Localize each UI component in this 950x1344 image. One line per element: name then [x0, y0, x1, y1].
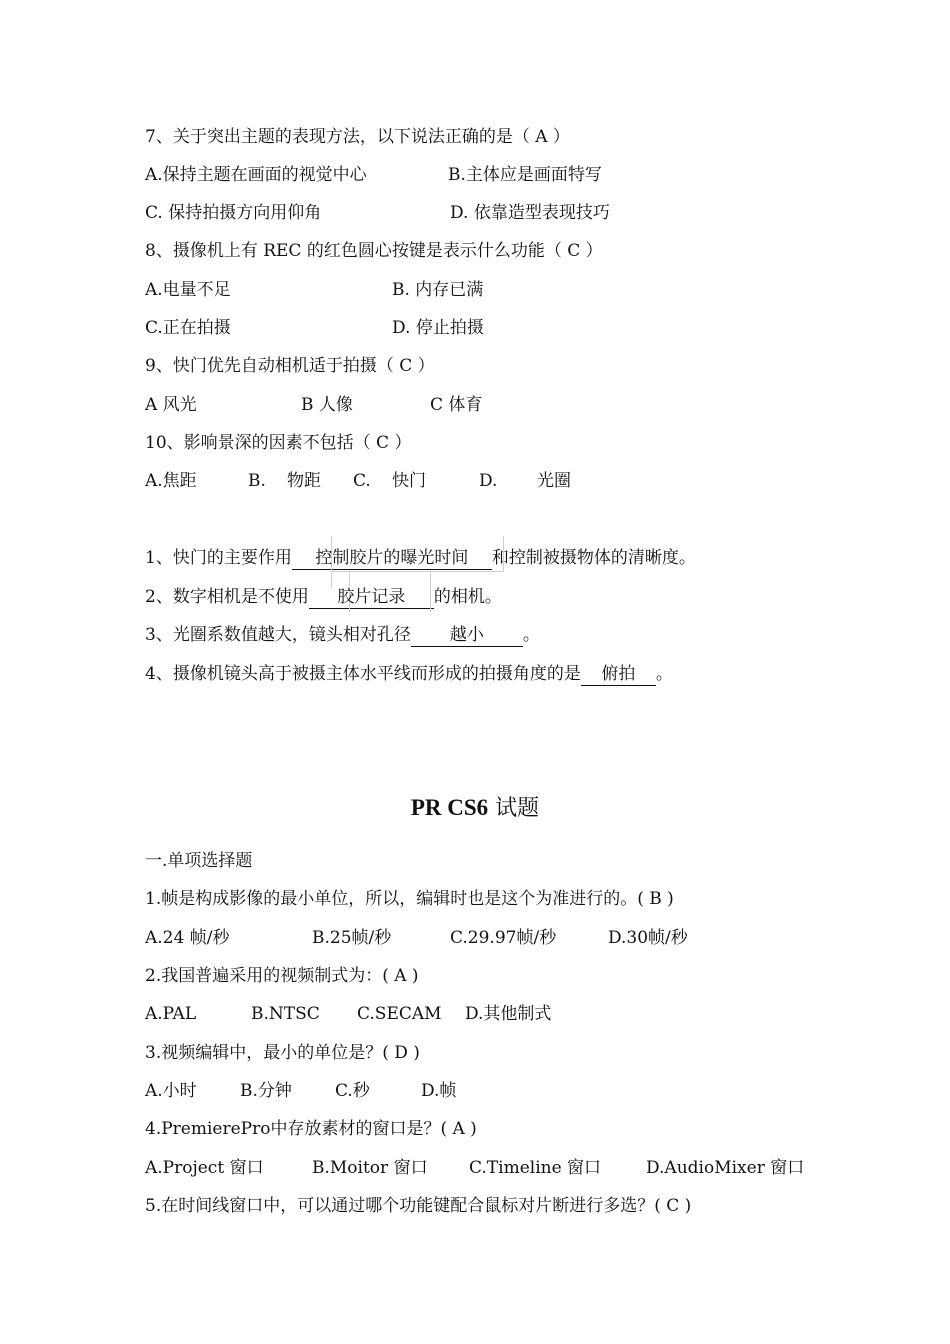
- page-title: [0, 792, 950, 825]
- option-d: D.AudioMixer 窗口: [646, 1158, 805, 1178]
- fill-1: [145, 545, 696, 571]
- option-d: D. 依靠造型表现技巧: [450, 203, 610, 223]
- fill-2-suffix: 的相机。: [433, 587, 502, 607]
- pr-question-3-stem: 3.视频编辑中，最小的单位是？( D ): [145, 1043, 420, 1063]
- question-10-stem: 10、影响景深的因素不包括（ C ）: [145, 433, 412, 453]
- option-d-label: D.: [479, 471, 498, 491]
- option-a: A.保持主题在画面的视觉中心: [145, 165, 367, 185]
- option-d: D.30帧/秒: [608, 928, 688, 948]
- option-c: C.29.97帧/秒: [450, 928, 557, 948]
- fill-1-answer: 控制胶片的曝光时间: [315, 548, 469, 568]
- option-c-text: 快门: [392, 471, 426, 491]
- question-8-stem: 8、摄像机上有 REC 的红色圆心按键是表示什么功能（ C ）: [145, 241, 603, 261]
- answer-frame-line: [430, 572, 431, 612]
- fill-1-prefix: 1、快门的主要作用: [145, 548, 292, 568]
- option-a: A.Project 窗口: [145, 1158, 264, 1178]
- option-c: C. 保持拍摄方向用仰角: [145, 203, 322, 223]
- option-b: B. 内存已满: [392, 280, 484, 300]
- fill-1-suffix: 和控制被摄物体的清晰度。: [491, 548, 696, 568]
- option-c: C.Timeline 窗口: [469, 1158, 602, 1178]
- fill-4-answer: 俯拍: [601, 664, 636, 684]
- option-b: B.Moitor 窗口: [312, 1158, 428, 1178]
- pr-question-1-stem: 1.帧是构成影像的最小单位，所以，编辑时也是这个为准进行的。( B ): [145, 889, 674, 909]
- fill-1-answer-blank: [292, 545, 492, 570]
- fill-2-prefix: 2、数字相机是不使用: [145, 587, 309, 607]
- fill-4: [145, 661, 673, 687]
- fill-3-answer: 越小: [449, 625, 484, 645]
- pr-question-5-stem: 5.在时间线窗口中，可以通过哪个功能键配合鼠标对片断进行多选？( C ): [145, 1196, 692, 1216]
- option-b: B.25帧/秒: [312, 928, 392, 948]
- option-c: C.正在拍摄: [145, 318, 231, 338]
- option-d: D. 停止拍摄: [392, 318, 484, 338]
- option-c-label: C.: [353, 471, 371, 491]
- option-a: A.24 帧/秒: [145, 928, 230, 948]
- fill-2-answer-blank: [309, 584, 434, 609]
- answer-frame-line: [331, 571, 503, 572]
- answer-frame-line: [503, 536, 504, 572]
- option-a: A.PAL: [145, 1004, 197, 1024]
- option-b: B.NTSC: [251, 1004, 320, 1024]
- pr-question-4-stem: 4.PremierePro中存放素材的窗口是？( A ): [145, 1119, 477, 1139]
- option-b: B.主体应是画面特写: [448, 165, 602, 185]
- fill-4-answer-blank: [581, 661, 656, 686]
- option-a: A 风光: [145, 395, 197, 415]
- option-a: A.电量不足: [145, 280, 231, 300]
- fill-2-answer: 胶片记录: [337, 587, 406, 607]
- option-c: C 体育: [430, 395, 483, 415]
- fill-3-answer-blank: [411, 622, 523, 647]
- fill-4-suffix: 。: [655, 664, 673, 684]
- option-b-text: 物距: [287, 471, 321, 491]
- option-a: A.小时: [145, 1081, 197, 1101]
- question-9-stem: 9、快门优先自动相机适于拍摄（ C ）: [145, 356, 435, 376]
- option-d-text: 光圈: [537, 471, 571, 491]
- question-7-stem: 7、关于突出主题的表现方法，以下说法正确的是（ A ）: [145, 127, 570, 147]
- title-bold: PR CS6: [410, 795, 489, 820]
- title-suffix: 试题: [495, 796, 540, 821]
- option-c: C.秒: [335, 1081, 370, 1101]
- option-d: D.帧: [421, 1081, 457, 1101]
- fill-3-prefix: 3、光圈系数值越大，镜头相对孔径: [145, 625, 411, 645]
- option-b-label: B.: [248, 471, 266, 491]
- option-b: B 人像: [301, 395, 353, 415]
- fill-4-prefix: 4、摄像机镜头高于被摄主体水平线而形成的拍摄角度的是: [145, 664, 581, 684]
- section-heading: 一.单项选择题: [145, 851, 253, 871]
- fill-3: [145, 622, 540, 648]
- pr-question-2-stem: 2.我国普遍采用的视频制式为：( A ): [145, 966, 419, 986]
- option-c: C.SECAM: [357, 1004, 442, 1024]
- fill-3-suffix: 。: [522, 625, 540, 645]
- option-d: D.其他制式: [465, 1004, 552, 1024]
- fill-2: [145, 584, 502, 610]
- option-b: B.分钟: [240, 1081, 292, 1101]
- option-a: A.焦距: [145, 471, 197, 491]
